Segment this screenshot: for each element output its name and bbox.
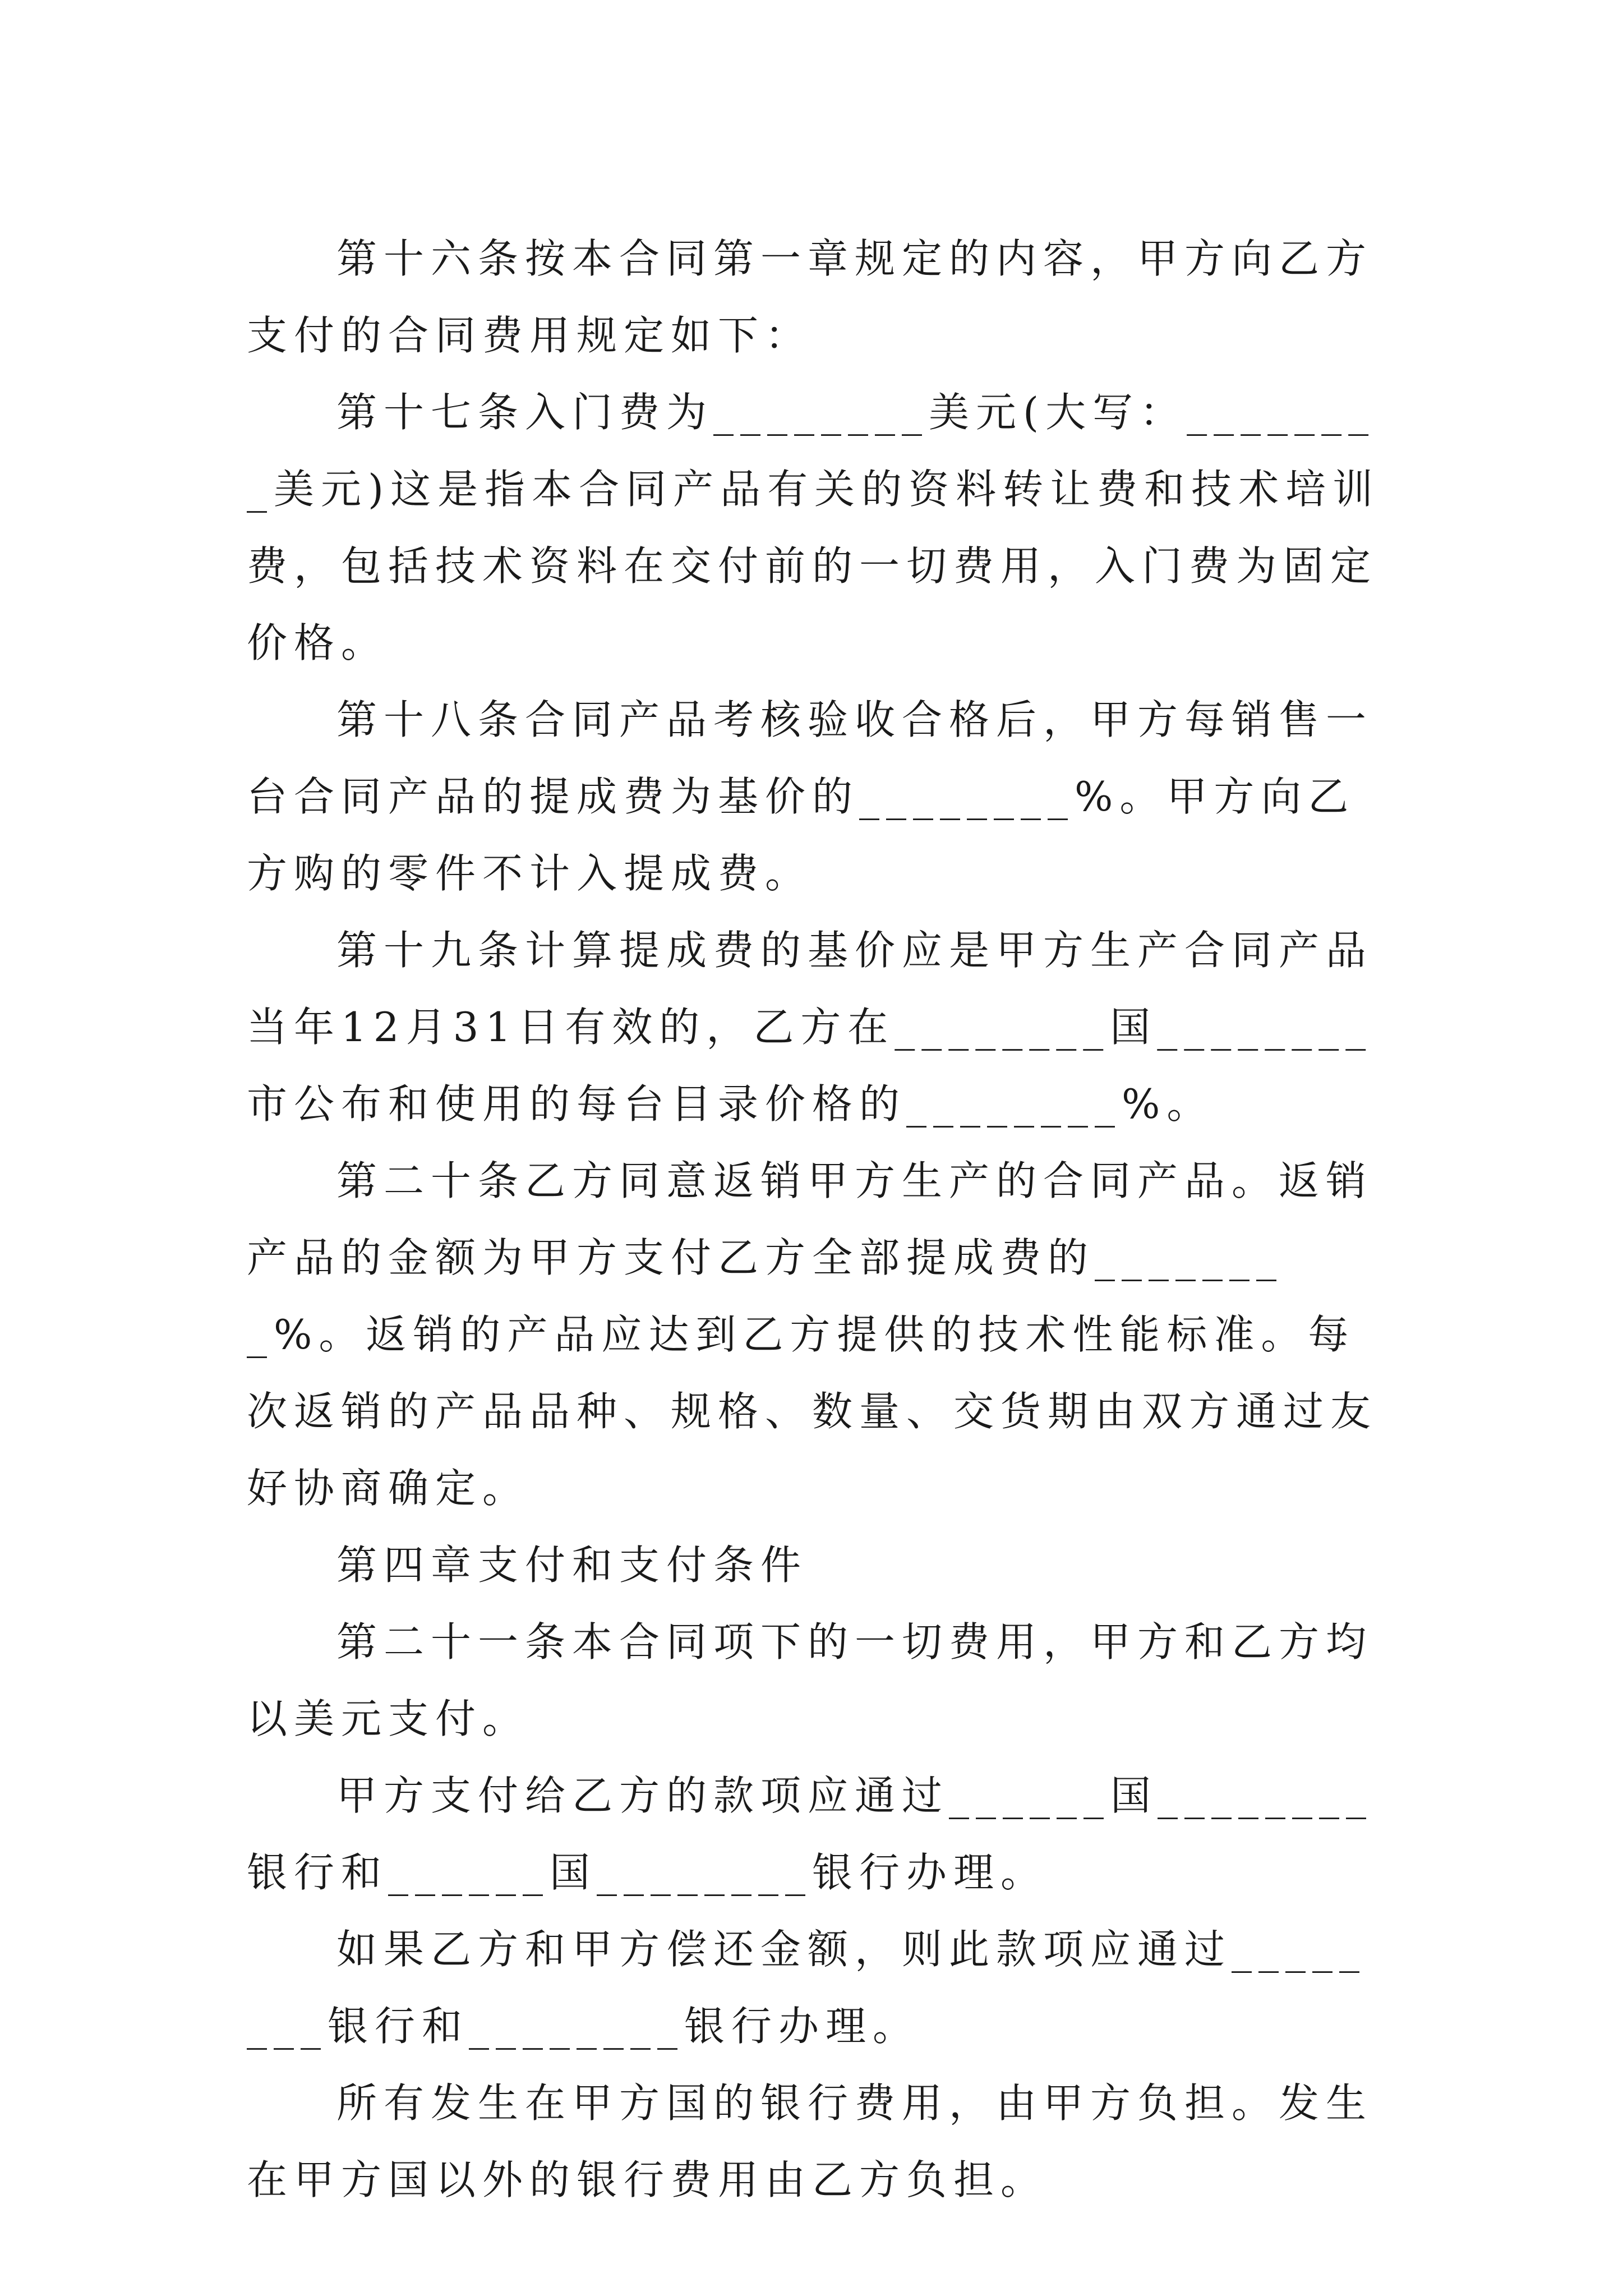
bank-charges-paragraph: 所有发生在甲方国的银行费用，由甲方负担。发生在甲方国以外的银行费用由乙方负担。 [247,2079,1373,2203]
clause-16-paragraph: 第十六条按本合同第一章规定的内容，甲方向乙方支付的合同费用规定如下： [247,235,1373,359]
clause-17-paragraph: 第十七条入门费为________美元(大写：________美元)这是指本合同产品有关的资料转让费和技术培训费，包括技术资料在交付前的一切费用，入门费为固定价格。 [247,389,1380,666]
clause-20-paragraph: 第二十条乙方同意返销甲方生产的合同产品。返销产品的金额为甲方支付乙方全部提成费的________%。返销的产品应达到乙方提供的技术性能标准。每次返销的产品品种、规格、数量、交货期由双方通过友好协商确定。 [247,1157,1378,1512]
clause-19-paragraph: 第十九条计算提成费的基价应是甲方生产合同产品当年12月31日有效的，乙方在________国________市公布和使用的每台目录价格的________%。 [247,927,1373,1128]
chapter-4-heading: 第四章支付和支付条件 [336,1542,808,1589]
repayment-bank-paragraph: 如果乙方和甲方偿还金额，则此款项应通过________银行和________银行办理。 [247,1926,1367,2050]
document-body [247,220,1391,2219]
clause-18-paragraph: 第十八条合同产品考核验收合格后，甲方每销售一台合同产品的提成费为基价的________%。甲方向乙方购的零件不计入提成费。 [247,696,1373,897]
payment-bank-paragraph: 甲方支付给乙方的款项应通过______国________银行和______国________银行办理。 [247,1772,1373,1896]
clause-21-paragraph: 第二十一条本合同项下的一切费用，甲方和乙方均以美元支付。 [247,1618,1373,1742]
